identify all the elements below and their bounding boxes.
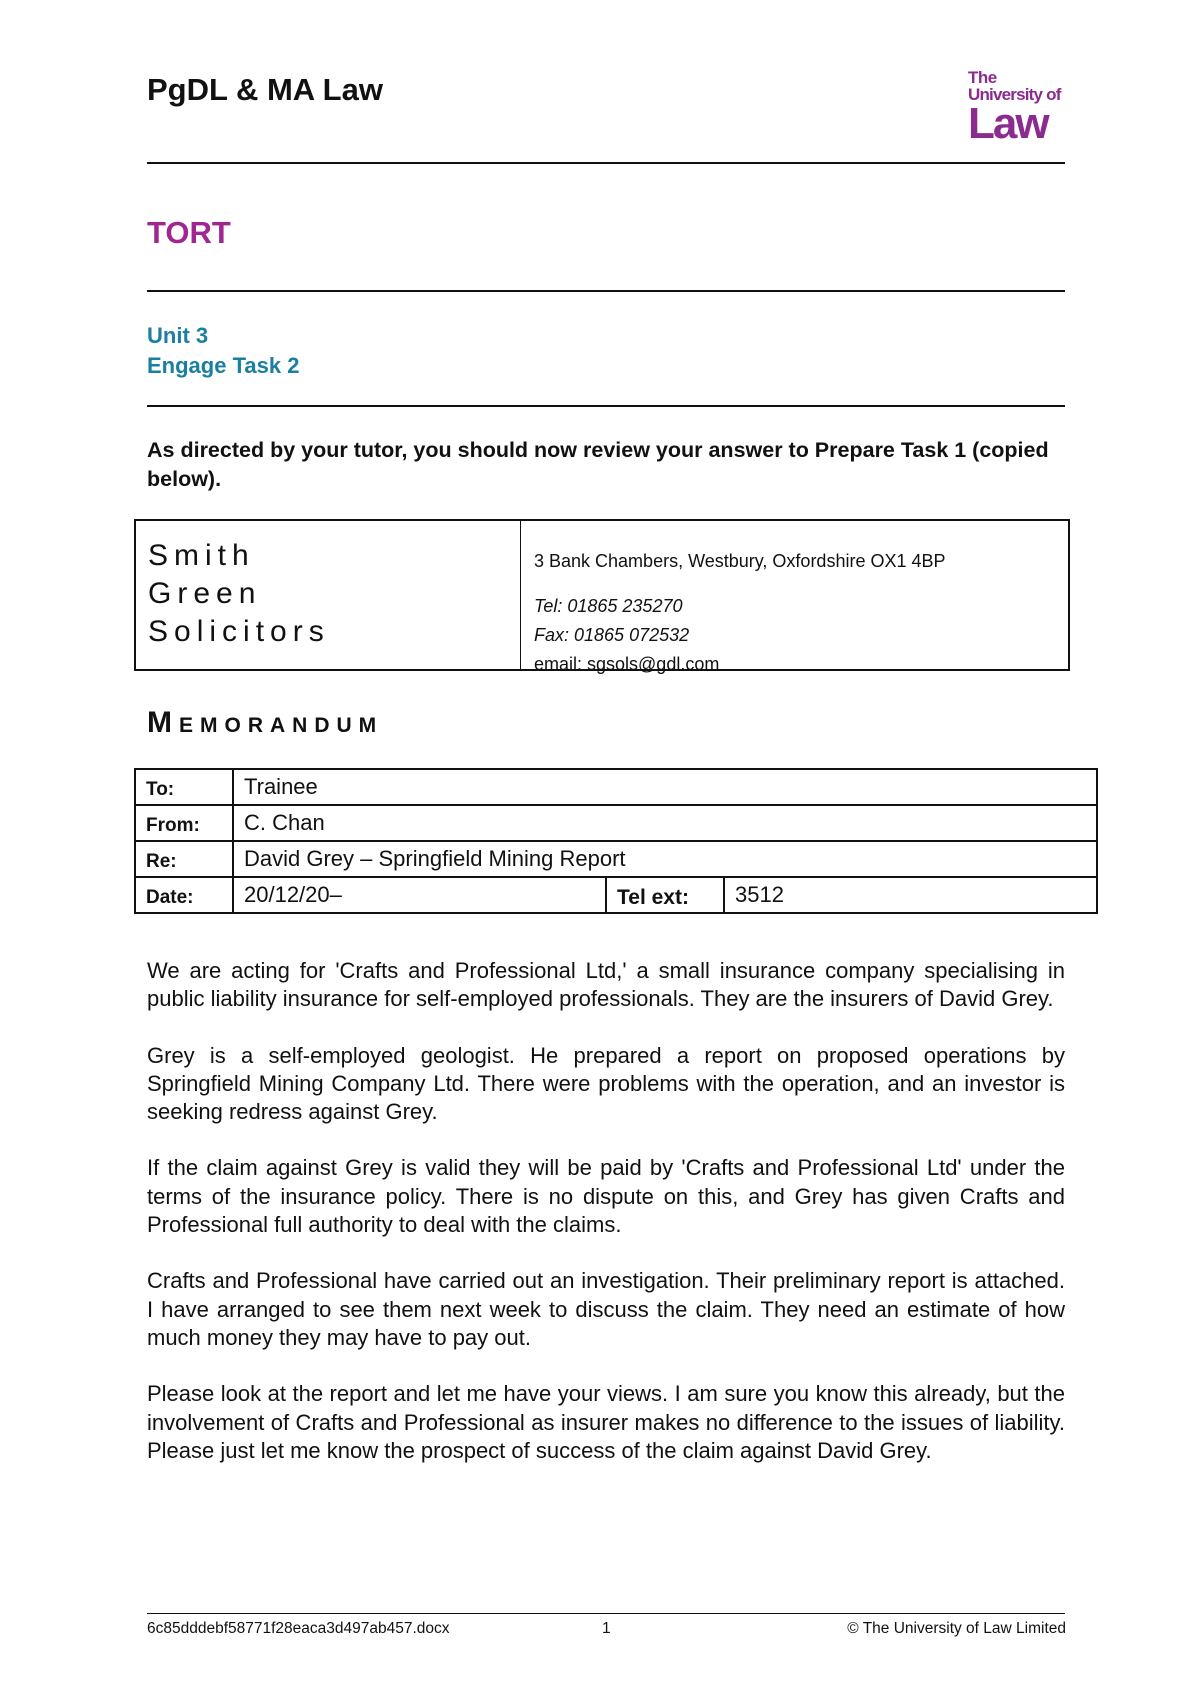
from-label: From: bbox=[135, 805, 233, 841]
subject-heading: TORT bbox=[147, 215, 231, 250]
table-row bbox=[135, 841, 1097, 877]
unit-label: Unit 3 bbox=[147, 323, 209, 348]
memo-heading bbox=[147, 706, 383, 740]
from-value: C. Chan bbox=[233, 805, 1097, 841]
divider bbox=[147, 290, 1065, 292]
logo-line-1: The bbox=[968, 68, 997, 87]
date-label: Date: bbox=[135, 877, 233, 913]
letterhead-divider bbox=[520, 521, 521, 669]
letterhead-box bbox=[134, 519, 1070, 674]
instruction-text: As directed by your tutor, you should now review your answer to Prepare Task 1 (copied below). bbox=[147, 438, 1049, 491]
firm-address: 3 Bank Chambers, Westbury, Oxfordshire OX1 4BP bbox=[534, 551, 946, 571]
firm-name bbox=[148, 537, 330, 651]
re-label: Re: bbox=[135, 841, 233, 877]
tel-ext-label: Tel ext: bbox=[606, 877, 724, 913]
task-label: Engage Task 2 bbox=[147, 353, 300, 378]
date-value: 20/12/20– bbox=[233, 877, 606, 913]
footer-copyright: © The University of Law Limited bbox=[847, 1620, 1066, 1637]
tel-ext-value: 3512 bbox=[724, 877, 1097, 913]
table-row bbox=[135, 769, 1097, 805]
re-value: David Grey – Springfield Mining Report bbox=[233, 841, 1097, 877]
memo-body bbox=[147, 957, 1065, 1493]
body-paragraph: If the claim against Grey is valid they will be paid by 'Crafts and Professional Ltd' under the terms of the insurance policy. There is no dispute on this, and Grey has given Crafts and Professional full authority to deal with the claims. bbox=[147, 1155, 1065, 1238]
to-label: To: bbox=[135, 769, 233, 805]
to-value: Trainee bbox=[233, 769, 1097, 805]
course-title: PgDL & MA Law bbox=[147, 72, 383, 107]
table-row bbox=[135, 805, 1097, 841]
footer-page-number: 1 bbox=[602, 1620, 611, 1637]
firm-email: email: sgsols@gdl.com bbox=[534, 654, 720, 674]
firm-fax: Fax: 01865 072532 bbox=[534, 625, 690, 645]
footer-filename: 6c85dddebf58771f28eaca3d497ab457.docx bbox=[147, 1620, 450, 1637]
body-paragraph: Grey is a self-employed geologist. He prepared a report on proposed operations by Springfield Mining Company Ltd. There were problems with the operation, and an investor is seeking redress against Grey. bbox=[147, 1042, 1065, 1125]
body-paragraph: Crafts and Professional have carried out an investigation. Their preliminary report is attached. I have arranged to see them next week to discuss the claim. They need an estimate of how much money they may have to pay out. bbox=[147, 1268, 1065, 1350]
footer-divider bbox=[147, 1613, 1065, 1614]
university-logo bbox=[968, 69, 1064, 149]
memo-details-table bbox=[134, 768, 1098, 914]
body-paragraph: We are acting for 'Crafts and Professional Ltd,' a small insurance company specialising in public liability insurance for self-employed professionals. They are the insurers of David Grey. bbox=[147, 958, 1065, 1012]
firm-contact bbox=[534, 547, 1054, 679]
firm-name-line: Solicitors bbox=[148, 615, 330, 648]
divider bbox=[147, 162, 1065, 164]
firm-tel: Tel: 01865 235270 bbox=[534, 596, 683, 616]
firm-name-line: Smith bbox=[148, 539, 255, 572]
logo-line-2: University of bbox=[968, 85, 1061, 104]
body-paragraph: Please look at the report and let me have your views. I am sure you know this already, but the involvement of Crafts and Professional as insurer makes no difference to the issues of liability. Please just let me know the prospect of success of the claim against David Grey. bbox=[147, 1381, 1065, 1463]
divider bbox=[147, 405, 1065, 407]
firm-name-line: Green bbox=[148, 577, 262, 610]
memo-heading-initial: M bbox=[147, 706, 179, 739]
memo-heading-rest: EMORANDUM bbox=[179, 714, 384, 737]
table-row bbox=[135, 877, 1097, 913]
unit-block bbox=[147, 321, 299, 381]
logo-line-3: Law bbox=[968, 99, 1048, 148]
